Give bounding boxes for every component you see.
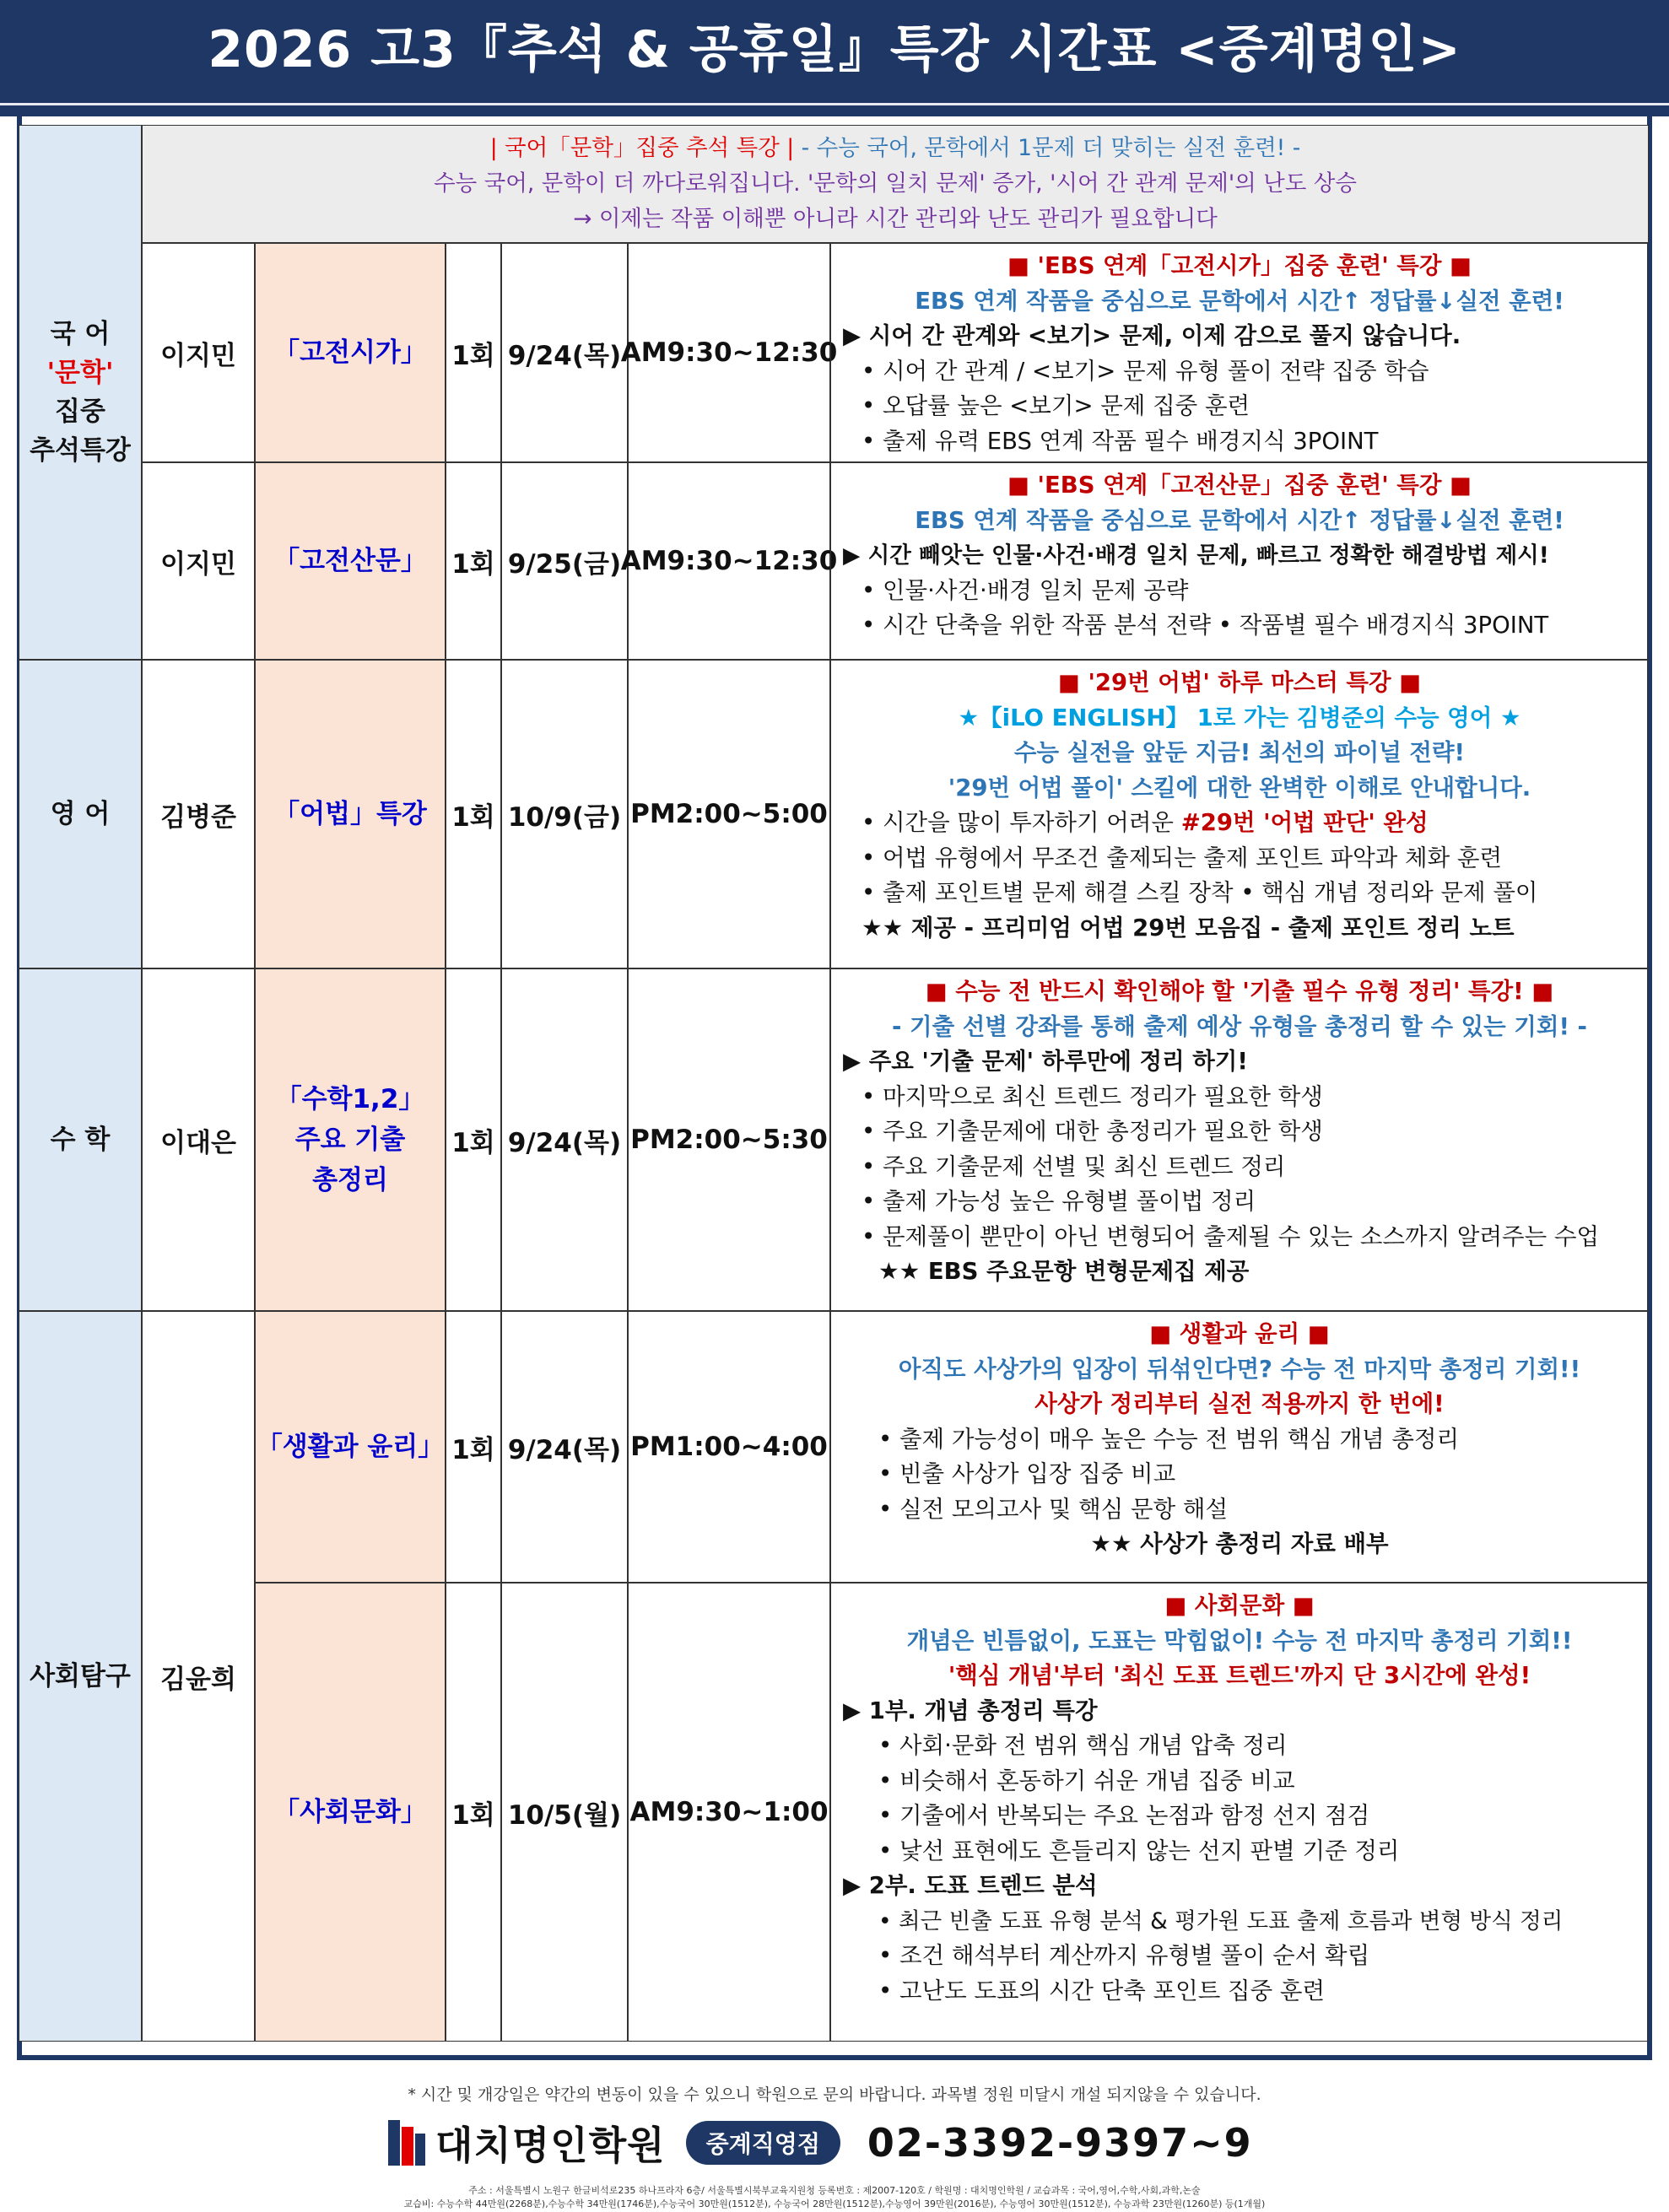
detail-item: • 시간 단축을 위한 작품 분석 전략 • 작품별 필수 배경지식 3POINT: [862, 612, 1549, 639]
category-social: 사회탐구: [19, 1311, 142, 2042]
intro-line3: → 이제는 작품 이해뿐 아니라 시간 관리와 난도 관리가 필요합니다: [573, 206, 1218, 232]
teacher-cell: 이지민: [142, 243, 255, 462]
course-cell: 「생활과 윤리」: [255, 1311, 446, 1583]
detail-subtitle: ★【iLO ENGLISH】 1로 가는 김병준의 수능 영어 ★: [958, 704, 1521, 731]
time-cell: PM2:00~5:00: [628, 660, 830, 968]
session-count: 1회: [446, 1583, 501, 2042]
detail-heading: ▶ 시간 빼앗는 인물·사건·배경 일치 문제, 빠르고 정확한 해결방법 제시!: [843, 542, 1549, 569]
detail-highlight: #29번 '어법 판단' 완성: [1180, 809, 1429, 836]
course-detail: [830, 660, 1649, 968]
course-cell: 「고전산문」: [255, 462, 446, 660]
date-cell: 10/5(월): [501, 1583, 628, 2042]
detail-heading: ▶ 시어 간 관계와 <보기> 문제, 이제 감으로 풀지 않습니다.: [843, 322, 1461, 349]
category-label: 국 어: [50, 319, 111, 349]
page-title: 2026 고3『추석 & 공휴일』특강 시간표 <중계명인>: [0, 0, 1669, 116]
course-cell: [255, 968, 446, 1311]
phone-number[interactable]: 02-3392-9397~9: [867, 2120, 1253, 2166]
detail-item: • 오답률 높은 <보기> 문제 집중 훈련: [862, 392, 1250, 419]
branch-badge: 중계직영점: [686, 2121, 840, 2165]
detail-item: • 문제풀이 뿐만이 아닌 변형되어 출제될 수 있는 소스까지 알려주는 수업: [862, 1222, 1600, 1250]
course-cell: 「사회문화」: [255, 1583, 446, 2042]
teacher-cell: 김병준: [142, 660, 255, 968]
detail-subtitle: - 기출 선별 강좌를 통해 출제 예상 유형을 총정리 할 수 있는 기회! -: [892, 1012, 1587, 1040]
footer-address: 주소 : 서울특별시 노원구 한글비석로235 하나프라자 6층/ 서울특별시북부교육지원청 등록번호 : 제2007-120호 / 학원명 : 대치명인학원 / 교습과목 : 국어,영어,수학,사회,과학,논술: [468, 2185, 1201, 2196]
academy-name: 대치명인학원: [435, 2123, 666, 2168]
header-stripe: [0, 100, 1669, 116]
course-label: 「수학1,2」: [275, 1084, 425, 1114]
category-korean: [19, 125, 142, 660]
course-label: 주요 기출: [294, 1125, 406, 1155]
course-cell: 「고전시가」: [255, 243, 446, 462]
footer-note: * 시간 및 개강일은 약간의 변동이 있을 수 있으니 학원으로 문의 바랍니다. 과목별 정원 미달시 개설 되지않을 수 있습니다.: [408, 2085, 1261, 2104]
detail-item: • 빈출 사상가 입장 집중 비교: [878, 1460, 1176, 1487]
date-cell: 9/24(목): [501, 243, 628, 462]
category-label: 추석특강: [30, 435, 131, 466]
footer-fees: 교습비: 수능수학 44만원(2268분),수능수학 34만원(1746분),수능국어 30만원(1512분), 수능국어 28만원(1512분),수능영어 39만원(2016분), 수능영어 30만원(1512분), 수능과학 23만원(1260분) 등(1개월): [403, 2199, 1266, 2209]
teacher-cell: 이지민: [142, 462, 255, 660]
session-count: 1회: [446, 1311, 501, 1583]
course-detail: [830, 462, 1649, 660]
detail-item: • 출제 가능성 높은 유형별 풀이법 정리: [862, 1188, 1256, 1215]
detail-item: • 비슷해서 혼동하기 쉬운 개념 집중 비교: [878, 1767, 1295, 1794]
detail-item: • 실전 모의고사 및 핵심 문항 해설: [878, 1495, 1229, 1523]
session-count: 1회: [446, 462, 501, 660]
teacher-cell: 이대은: [142, 968, 255, 1311]
detail-heading: ▶ 2부. 도표 트렌드 분석: [843, 1872, 1098, 1899]
detail-title: ■ 수능 전 반드시 확인해야 할 '기출 필수 유형 정리' 특강! ■: [925, 978, 1554, 1005]
detail-item: • 출제 포인트별 문제 해결 스킬 장착 • 핵심 개념 정리와 문제 풀이: [862, 879, 1538, 906]
detail-subtitle: EBS 연계 작품을 중심으로 문학에서 시간↑ 정답률↓실전 훈련!: [915, 506, 1564, 534]
detail-subtitle: 사상가 정리부터 실전 적용까지 한 번에!: [1034, 1390, 1445, 1417]
detail-item: • 출제 유력 EBS 연계 작품 필수 배경지식 3POINT: [862, 427, 1379, 455]
detail-heading: ▶ 주요 '기출 문제' 하루만에 정리 하기!: [843, 1048, 1248, 1075]
detail-subtitle: EBS 연계 작품을 중심으로 문학에서 시간↑ 정답률↓실전 훈련!: [915, 287, 1564, 315]
time-cell: PM1:00~4:00: [628, 1311, 830, 1583]
date-cell: 9/24(목): [501, 1311, 628, 1583]
timetable: [19, 125, 1649, 2042]
course-cell: 「어법」특강: [255, 660, 446, 968]
detail-bonus: ★★ 제공 - 프리미엄 어법 29번 모음집 - 출제 포인트 정리 노트: [862, 914, 1515, 941]
detail-bonus: ★★ 사상가 총정리 자료 배부: [1090, 1530, 1389, 1557]
course-detail: [830, 968, 1649, 1311]
detail-title: ■ 'EBS 연계「고전시가」집중 훈련' 특강 ■: [1007, 252, 1472, 279]
detail-item: • 시어 간 관계 / <보기> 문제 유형 풀이 전략 집중 학습: [862, 357, 1429, 385]
intro-subtitle: - 수능 국어, 문학에서 1문제 더 맞히는 실전 훈련! -: [794, 135, 1301, 161]
detail-subtitle: 개념은 빈틈없이, 도표는 막힘없이! 수능 전 마지막 총정리 기회!!: [906, 1627, 1573, 1654]
detail-title: ■ '29번 어법' 하루 마스터 특강 ■: [1057, 669, 1422, 696]
detail-subtitle: '29번 어법 풀이' 스킬에 대한 완벽한 이해로 안내합니다.: [948, 774, 1531, 801]
detail-subtitle: '핵심 개념'부터 '최신 도표 트렌드'까지 단 3시간에 완성!: [948, 1662, 1531, 1689]
detail-bonus: ★★ EBS 주요문항 변형문제집 제공: [878, 1258, 1250, 1285]
academy-logo-row: [388, 2116, 1253, 2170]
category-english: 영 어: [19, 660, 142, 968]
time-cell: AM9:30~12:30: [628, 462, 830, 660]
detail-subtitle: 아직도 사상가의 입장이 뒤섞인다면? 수능 전 마지막 총정리 기회!!: [898, 1355, 1581, 1383]
detail-item: • 마지막으로 최신 트렌드 정리가 필요한 학생: [862, 1082, 1323, 1110]
detail-title: ■ 사회문화 ■: [1164, 1592, 1315, 1619]
session-count: 1회: [446, 243, 501, 462]
course-label: 총정리: [312, 1165, 388, 1195]
time-cell: AM9:30~12:30: [628, 243, 830, 462]
detail-title: ■ 생활과 윤리 ■: [1149, 1320, 1330, 1347]
session-count: 1회: [446, 968, 501, 1311]
date-cell: 9/24(목): [501, 968, 628, 1311]
detail-item: • 출제 가능성이 매우 높은 수능 전 범위 핵심 개념 총정리: [878, 1425, 1460, 1453]
detail-item: • 최근 빈출 도표 유형 분석 & 평가원 도표 출제 흐름과 변형 방식 정리: [878, 1907, 1564, 1934]
detail-item: • 조건 해석부터 계산까지 유형별 풀이 순서 확립: [878, 1942, 1370, 1969]
detail-item: • 주요 기출문제 선별 및 최신 트렌드 정리: [862, 1152, 1286, 1180]
date-cell: 10/9(금): [501, 660, 628, 968]
detail-subtitle: 수능 실전을 앞둔 지금! 최선의 파이널 전략!: [1013, 739, 1466, 766]
course-detail: [830, 243, 1649, 462]
course-detail: [830, 1583, 1649, 2042]
detail-title: ■ 'EBS 연계「고전산문」집중 훈련' 특강 ■: [1007, 472, 1472, 499]
intro-title: | 국어「문학」집중 추석 특강 |: [489, 135, 795, 161]
detail-item: • 낯선 표현에도 흔들리지 않는 선지 판별 기준 정리: [878, 1837, 1400, 1864]
academy-logo-icon: [388, 2120, 425, 2166]
intro-banner: [142, 125, 1649, 243]
detail-heading: ▶ 1부. 개념 총정리 특강: [843, 1697, 1098, 1724]
session-count: 1회: [446, 660, 501, 968]
teacher-cell: 김윤희: [142, 1311, 255, 2042]
detail-item: • 인물·사건·배경 일치 문제 공략: [862, 576, 1189, 604]
category-math: 수 학: [19, 968, 142, 1311]
detail-item: • 주요 기출문제에 대한 총정리가 필요한 학생: [862, 1118, 1323, 1145]
detail-item: • 시간을 많이 투자하기 어려운: [862, 809, 1181, 836]
intro-line2: 수능 국어, 문학이 더 까다로워집니다. '문학의 일치 문제' 증가, '시어 간 관계 문제'의 난도 상승: [434, 170, 1357, 197]
detail-item: • 사회·문화 전 범위 핵심 개념 압축 정리: [878, 1732, 1288, 1759]
detail-item: • 기출에서 반복되는 주요 논점과 함정 선지 점검: [878, 1802, 1370, 1829]
course-detail: [830, 1311, 1649, 1583]
date-cell: 9/25(금): [501, 462, 628, 660]
time-cell: AM9:30~1:00: [628, 1583, 830, 2042]
detail-item: • 어법 유형에서 무조건 출제되는 출제 포인트 파악과 체화 훈련: [862, 844, 1503, 871]
time-cell: PM2:00~5:30: [628, 968, 830, 1311]
category-label: 집중: [55, 397, 105, 427]
category-label: '문학': [46, 358, 114, 388]
detail-item: • 고난도 도표의 시간 단축 포인트 집중 훈련: [878, 1977, 1326, 2004]
